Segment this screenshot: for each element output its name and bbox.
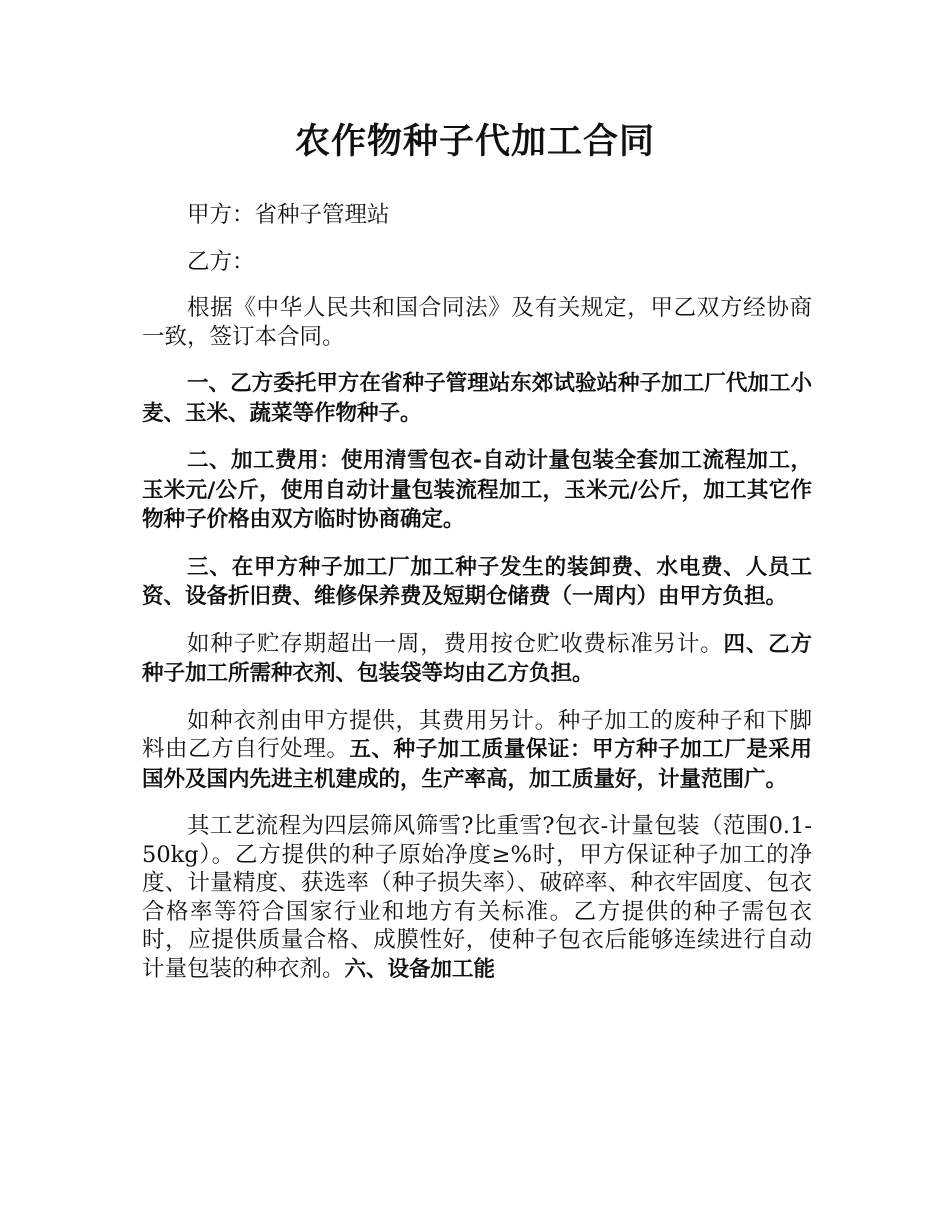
- paragraph-text: 甲方：省种子管理站: [187, 202, 390, 228]
- paragraph-text: 如种子贮存期超出一周，费用按仓贮收费标准另计。: [187, 630, 724, 657]
- clause-heading-text: 三、在甲方种子加工厂加工种子发生的装卸费、水电费、人员工资、设备折旧费、维修保养费及短期仓储费（一周内）由甲方负担。: [142, 554, 812, 609]
- paragraph-text: 如种衣剂由甲方提供，其费用另计。种子加工的废种子和下脚料由乙方自行处理。: [142, 707, 812, 762]
- storage-and-clause-4: [142, 630, 812, 689]
- party-a-line: [142, 201, 812, 230]
- clause-heading-text: 六、设备加工能: [344, 956, 496, 982]
- party-b-line: [142, 248, 812, 277]
- paragraph-text: 根据《中华人民共和国合同法》及有关规定，甲乙双方经协商一致，签订本合同。: [142, 295, 812, 350]
- paragraph-text: 乙方：: [187, 248, 255, 275]
- clause-1: [142, 369, 812, 428]
- coating-and-clause-5: [142, 707, 812, 795]
- clause-heading-text: 五、种子加工质量保证：甲方种子加工厂是采用国外及国内先进主机建成的，生产率高，加工质量好，计量范围广。: [142, 737, 812, 792]
- preamble-paragraph: [142, 294, 812, 351]
- clause-heading-text: 四、乙方种子加工所需种衣剂、包装袋等均由乙方负担。: [142, 631, 812, 686]
- paragraph-text: 其工艺流程为四层筛风筛雪?比重雪?包衣-计量包装（范围0.1-50kg）。乙方提供的种子原始净度≥%时，甲方保证种子加工的净度、计量精度、获选率（种子损失率）、破碎率、种衣牢固度、包衣合格率等符合国家行业和地方有关标准。乙方提供的种子需包衣时，应提供质量合格、成膜性好，使种子包衣后能够连续进行自动计量包装的种衣剂。: [142, 813, 812, 982]
- clause-heading-text: 一、乙方委托甲方在省种子管理站东郊试验站种子加工厂代加工小麦、玉米、蔬菜等作物种子。: [142, 371, 812, 426]
- clause-2: [142, 446, 812, 535]
- clause-heading-text: 二、加工费用：使用清雪包衣-自动计量包装全套加工流程加工，玉米元/公斤，使用自动计量包装流程加工，玉米元/公斤，加工其它作物种子价格由双方临时协商确定。: [142, 448, 812, 532]
- document-body: [142, 201, 812, 1002]
- clause-3: [142, 553, 812, 612]
- document-title: 农作物种子代加工合同: [294, 122, 655, 162]
- process-and-clause-6: [142, 812, 812, 984]
